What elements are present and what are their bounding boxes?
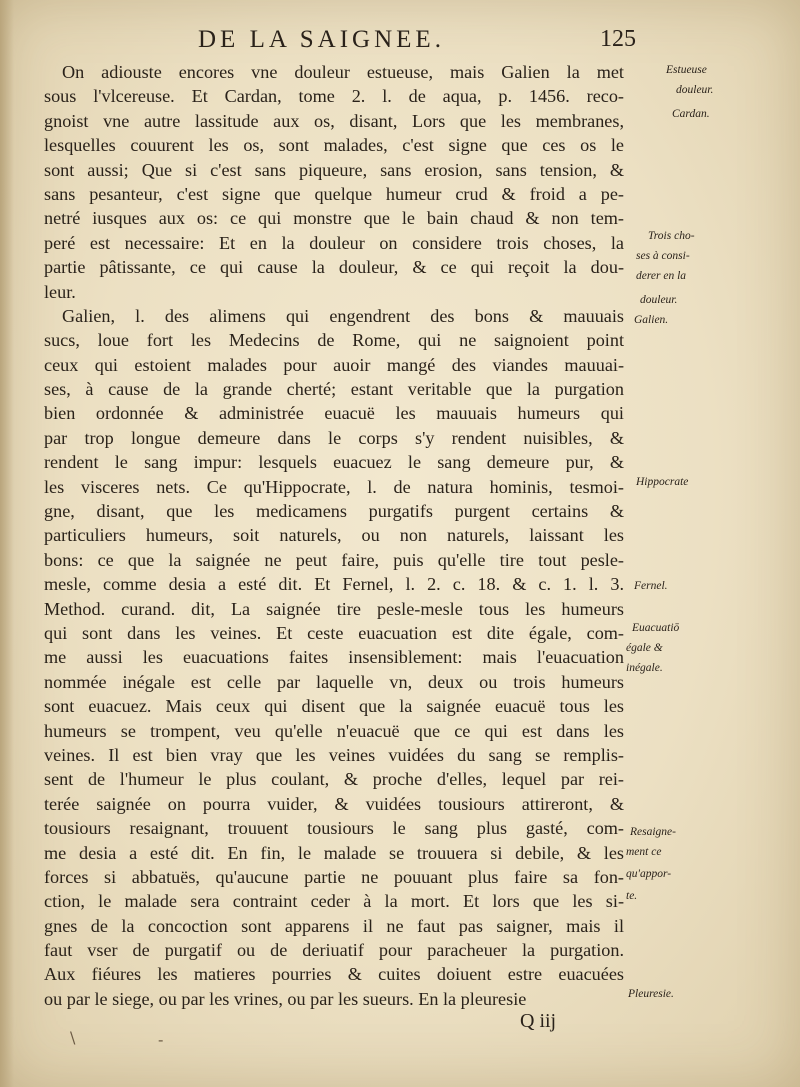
margin-note: derer en la [636, 270, 687, 282]
text-line: par trop longue demeure dans le corps s'y rendent nuisibles, & [44, 427, 624, 448]
text-line: lesquelles couurent les os, sont malades, c'est signe que ces os le [44, 135, 624, 156]
text-line: mesle, comme desia a esté dit. Et Fernel, l. 2. c. 18. & c. 1. l. 3. [44, 574, 624, 595]
text-line: Aux fiéures les matieres pourries & cuites doiuent estre euacuées [44, 964, 624, 985]
text-line: les visceres nets. Ce qu'Hippocrate, l. de natura hominis, tesmoi- [44, 476, 624, 497]
text-line: qui sont dans les veines. Et ceste euacuation est dite égale, com- [44, 622, 624, 643]
body-text [44, 60, 624, 1011]
text-line: rendent le sang impur: lesquels euacuez le sang demeure pur, & [44, 452, 624, 473]
text-line: ceux qui estoient malades pour auoir mangé des viandes mauuai- [44, 354, 624, 375]
text-line: sucs, loue fort les Medecins de Rome, qui ne saignoient point [44, 330, 624, 351]
text-line: ses, à cause de la grande cherté; estant veritable que la purgation [44, 379, 624, 400]
text-line: bien ordonnée & administrée euacuë les mauuais humeurs qui [44, 403, 624, 424]
text-line: sont aussi; Que si c'est sans piqueure, sans erosion, sans tension, & [44, 159, 624, 180]
text-line: faut vser de purgatif ou de deriuatif pour paracheuer la purgation. [44, 940, 624, 961]
text-line: ction, le malade sera contraint ceder à la mort. Et lors que les si- [44, 891, 624, 912]
text-line: me desia a esté dit. En fin, le malade se trouuera si debile, & les [44, 842, 624, 863]
running-title: DE LA SAIGNEE. [198, 26, 445, 53]
text-line: On adiouste encores vne douleur estueuse, mais Galien la met [62, 62, 624, 82]
text-line: bons: ce que la saignée ne peut faire, puis qu'elle tire tout pesle- [44, 549, 624, 570]
text-line: gnes de la concoction sont apparens il ne faut pas saigner, mais il [44, 915, 624, 936]
margin-note: Resaigne- [630, 826, 676, 838]
margin-note: Cardan. [672, 108, 710, 120]
page-binding-shadow [0, 0, 14, 1087]
text-line: nommée inégale est celle par laquelle vn, deux ou trois humeurs [44, 671, 624, 692]
text-line: sans pesanteur, c'est signe que quelque humeur crud & froid a pe- [44, 183, 624, 204]
margin-note: te. [626, 890, 638, 902]
signature-mark: Q iij [520, 1010, 557, 1032]
margin-note: Euacuatiō [632, 622, 680, 634]
text-line: partie pâtissante, ce qui cause la douleur, & ce qui reçoit la dou- [44, 257, 624, 278]
text-line: terée saignée on pourra vuider, & vuidées tousiours attireront, & [44, 793, 624, 814]
margin-note: inégale. [626, 662, 663, 674]
text-line: tousiours resaignant, trouuent tousiours le sang plus gasté, com- [44, 818, 624, 839]
text-line: gnoist vne autre lassitude aux os, disant, Lors que les membranes, [44, 110, 624, 131]
text-line: humeurs se trompent, veu qu'elle n'euacuë que ce qui est dans les [44, 720, 624, 741]
margin-note: Trois cho- [648, 230, 695, 242]
text-line: gne, disant, que les medicamens purgatifs purgent certains & [44, 501, 624, 522]
text-line: ou par le siege, ou par les vrines, ou par les sueurs. En la pleuresie [44, 988, 527, 1009]
text-line: sent de l'humeur le plus coulant, & proche d'elles, lequel par rei- [44, 769, 624, 790]
printer-mark: - [158, 1030, 164, 1049]
text-line: me aussi les euacuations faites insensiblement: mais l'euacuation [44, 647, 624, 668]
margin-note: ment ce [626, 846, 662, 858]
text-line: sont euacuez. Mais ceux qui disent que la saignée euacuë tous les [44, 696, 624, 717]
margin-note: Galien. [634, 314, 669, 326]
text-line: forces si abbatuës, qu'aucune partie ne pouuant plus faire sa fon- [44, 866, 624, 887]
text-line: sous l'vlcereuse. Et Cardan, tome 2. l. de aqua, p. 1456. reco- [44, 86, 624, 107]
margin-note: Estueuse [666, 64, 707, 76]
text-line: particuliers humeurs, soit naturels, ou non naturels, laissant les [44, 525, 624, 546]
margin-note: Hippocrate [636, 476, 689, 488]
text-line: netré iusques aux os: ce qui monstre que le bain chaud & non tem- [44, 208, 624, 229]
margin-note: Pleuresie. [628, 988, 674, 1000]
margin-note: douleur. [676, 84, 714, 96]
margin-note: douleur. [640, 294, 678, 306]
text-line: Galien, l. des alimens qui engendrent des bons & mauuais [62, 305, 624, 326]
text-line: peré est necessaire: Et en la douleur on considere trois choses, la [44, 232, 624, 253]
margin-note: Fernel. [634, 580, 668, 592]
text-line: leur. [44, 281, 76, 302]
text-line: Method. curand. dit, La saignée tire pesle-mesle tous les humeurs [44, 598, 624, 619]
margin-note: qu'appor- [626, 868, 672, 880]
text-line: veines. Il est bien vray que les veines vuidées du sang se remplis- [44, 744, 624, 765]
printer-mark: \ [70, 1028, 76, 1047]
margin-note: égale & [626, 642, 663, 654]
margin-note: ses à consi- [636, 250, 690, 262]
page-number: 125 [600, 26, 636, 52]
